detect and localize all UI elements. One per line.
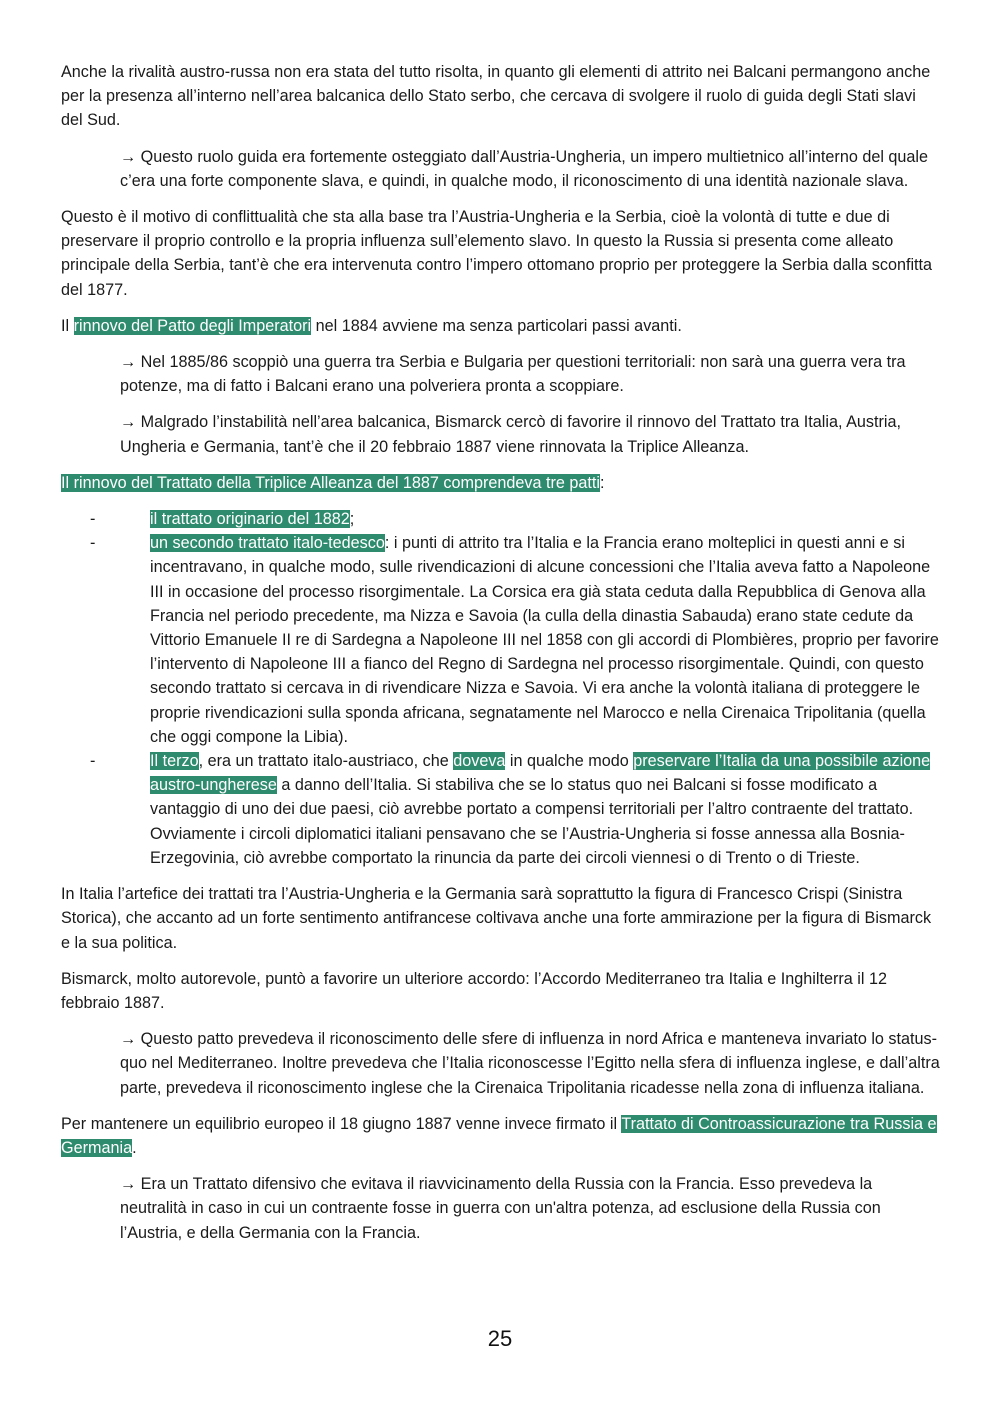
highlighted-text: Il terzo bbox=[150, 752, 199, 771]
highlighted-text: Trattato di Controassicurazione tra Russia e Germania bbox=[61, 1114, 937, 1157]
text-segment: : i punti di attrito tra l’Italia e la Francia erano molteplici in questi anni e si incentravano, in qualche modo, sulle rivendicazioni di alcune concessioni che l’Italia aveva fatto a Napoleone III in occasione del processo risorgimentale. La Corsica era già stata ceduta dalla Repubblica di Genova alla Francia nel periodo precedente, ma Nizza e Savoia (la culla della dinastia Sabauda) erano state cedute da Vittorio Emanuele II re di Sardegna a Napoleone III nel 1858 con gli accordi di Plombières, proprio per favorire l’intervento di Napoleone III a fianco del Regno di Sardegna nel processo risorgimentale. Quindi, con questo secondo trattato si cercava in di rivendicare Nizza e Savoia. Vi era anche la volontà italiana di proteggere le proprie rivendicazioni sulla sponda africana, segnatamente nel Marocco e nella Cirenaica Tripolitania (quella che oggi compone la Libia). bbox=[150, 534, 939, 746]
paragraph-conflittualita: Questo è il motivo di conflittualità che sta alla base tra l’Austria-Ungheria e la Serbia, cioè la volontà di tutte e due di preservare il proprio controllo e la propria influenza sull’elemento slavo. In questo la Russia si presenta come alleato principale della Serbia, tant’è che era intervenuta contro l’impero ottomano proprio per proteggere la Serbia dalla sconfitta del 1877. bbox=[61, 208, 933, 299]
text-segment: : bbox=[600, 473, 605, 492]
paragraph-arrow-sfere-influenza: → Questo patto prevedeva il riconoscimento delle sfere di influenza in nord Africa e manteneva invariato lo status-quo nel Mediterraneo. Inoltre prevedeva che l’Italia riconoscesse l’Egitto nella sfera di influenza inglese, e dall’altra parte, prevedeva il riconoscimento inglese che la Cirenaica Tripolitania ricadesse nella zona di influenza italiana. bbox=[120, 1030, 940, 1097]
paragraph-controassicurazione bbox=[61, 1112, 941, 1160]
highlighted-text: preservare l’Italia da una possibile azione austro-ungherese bbox=[150, 752, 931, 795]
highlighted-text: un secondo trattato italo-tedesco bbox=[150, 534, 385, 553]
page-number: 25 bbox=[487, 1326, 513, 1351]
paragraph-crispi: In Italia l’artefice dei trattati tra l’Austria-Ungheria e la Germania sarà soprattutto la figura di Francesco Crispi (Sinistra Storica), che accanto ad un forte sentimento antifrancese coltivava anche una forte ammirazione per la figura di Bismarck e la sua politica. bbox=[61, 885, 932, 952]
text-segment: in qualche modo bbox=[505, 752, 634, 771]
highlighted-text: doveva bbox=[453, 752, 506, 771]
text-segment: a danno dell’Italia. Si stabiliva che se lo status quo nei Balcani si fosse modificato a vantaggio di uno dei due paesi, ciò avrebbe portato a compensi territoriali per l’altro contraente del trattato. Ovviamente i circoli diplomatici italiani pensavano che se l’Austria-Ungheria si fosse annessa alla Bosnia-Erzegovinia, ciò avrebbe comportato la rinuncia da parte dei circoli viennesi o di Trento o di Trieste. bbox=[150, 776, 914, 867]
highlighted-text: il trattato originario del 1882 bbox=[150, 510, 350, 529]
text-segment: , era un trattato italo-austriaco, che bbox=[198, 752, 454, 771]
bullet-list-patti bbox=[61, 507, 941, 870]
paragraph-accordo-mediterraneo: Bismarck, molto autorevole, puntò a favorire un ulteriore accordo: l’Accordo Mediterraneo tra Italia e Inghilterra il 12 febbraio 1887. bbox=[61, 969, 887, 1012]
paragraph-arrow-ruolo-guida: → Questo ruolo guida era fortemente osteggiato dall’Austria-Ungheria, un impero multietnico all’interno del quale c’era una forte componente slava, e quindi, in qualche modo, il riconoscimento di una identità nazionale slava. bbox=[120, 147, 929, 190]
highlighted-text: rinnovo del Patto degli Imperatori bbox=[73, 316, 312, 335]
list-item bbox=[61, 531, 941, 749]
text-segment: ; bbox=[349, 510, 355, 529]
bullet-dash: - bbox=[90, 752, 96, 771]
text-segment: Il bbox=[61, 316, 74, 335]
paragraph-arrow-guerra-serbia-bulgaria: → Nel 1885/86 scoppiò una guerra tra Serbia e Bulgaria per questioni territoriali: non sarà una guerra vera tra potenze, ma di fatto i Balcani erano una polveriera pronta a scoppiare. bbox=[120, 353, 906, 396]
paragraph-arrow-triplice-alleanza: → Malgrado l’instabilità nell’area balcanica, Bismarck cercò di favorire il rinnovo del Trattato tra Italia, Austria, Ungheria e Germania, tant’è che il 20 febbraio 1887 viene rinnovata la Triplice Alleanza. bbox=[120, 413, 901, 456]
bullet-dash: - bbox=[90, 534, 96, 553]
text-segment: nel 1884 avviene ma senza particolari passi avanti. bbox=[311, 316, 682, 335]
paragraph-arrow-trattato-difensivo: → Era un Trattato difensivo che evitava il riavvicinamento della Russia con la Francia. Esso prevedeva la neutralità in caso in cui un contraente fosse in guerra con un'altra potenza, ad esclusione della Russia con l’Austria, e della Germania con la Francia. bbox=[120, 1175, 881, 1242]
paragraph-patto-imperatori bbox=[61, 314, 941, 338]
bullet-dash: - bbox=[90, 510, 96, 529]
text-segment: Per mantenere un equilibrio europeo il 18 giugno 1887 venne invece firmato il bbox=[61, 1114, 622, 1133]
list-item bbox=[61, 749, 941, 870]
paragraph-rivalita: Anche la rivalità austro-russa non era stata del tutto risolta, in quanto gli elementi di attrito nei Balcani permangono anche per la presenza all’interno nell’area balcanica dello Stato serbo, che cercava di svolgere il ruolo di guida degli Stati slavi del Sud. bbox=[61, 63, 931, 130]
highlighted-text: Il rinnovo del Trattato della Triplice Alleanza del 1887 comprendeva tre patti bbox=[61, 473, 600, 492]
paragraph-rinnovo-trattato bbox=[61, 471, 941, 495]
text-segment: . bbox=[132, 1138, 137, 1157]
list-item bbox=[61, 507, 941, 531]
document-page bbox=[61, 60, 941, 1257]
